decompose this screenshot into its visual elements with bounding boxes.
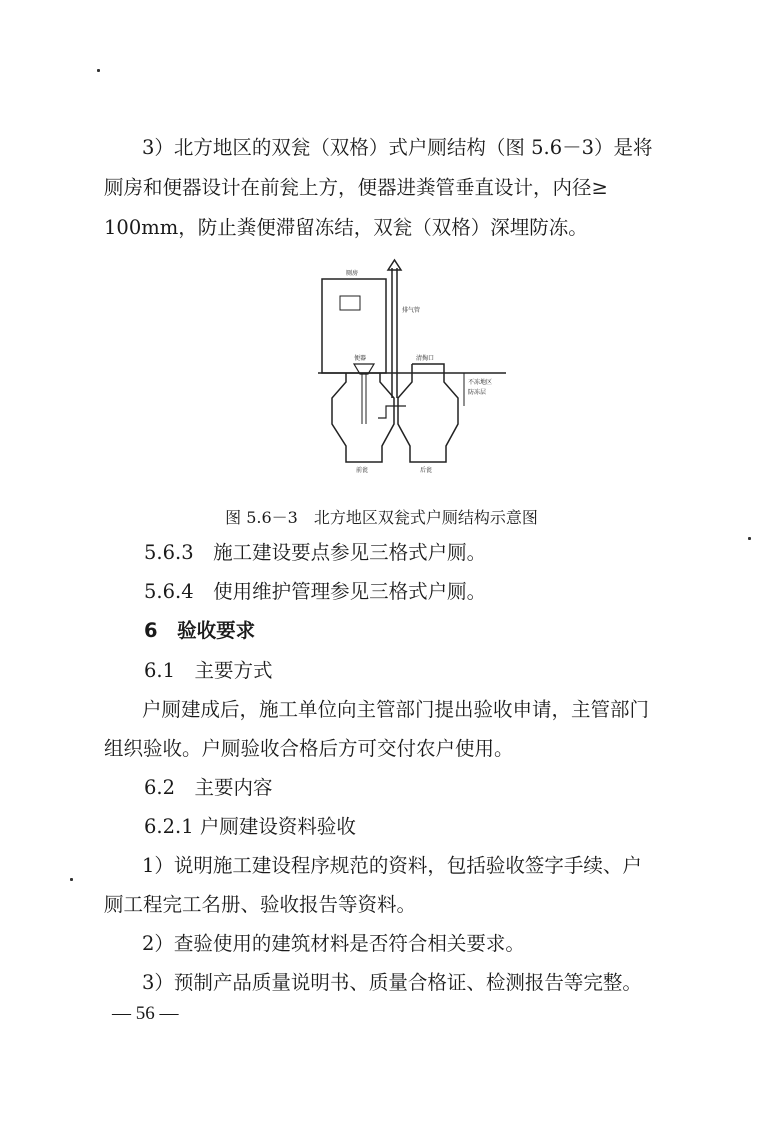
label-rear-tank: 后瓮 [420,467,433,474]
section-6-2: 6.2 主要内容 [144,776,273,799]
figure-caption: 图 5.6－3 北方地区双瓮式户厕结构示意图 [225,508,538,527]
label-outlet: 清掏口 [416,355,435,362]
paragraph-4: 2）查验使用的建筑材料是否符合相关要求。 [142,932,525,955]
paragraph-1-line-1: 3）北方地区的双瓮（双格）式户厕结构（图 5.6－3）是将 [142,136,653,159]
label-frost-2: 防冻层 [468,389,487,396]
house-window [340,296,360,310]
page-number: — 56 — [112,1003,179,1024]
label-house: 厕房 [346,270,359,277]
label-front-tank: 前瓮 [356,467,369,474]
label-frost: 不冻地区 [468,379,493,386]
scan-speck [97,69,100,72]
paragraph-5: 3）预制产品质量说明书、质量合格证、检测报告等完整。 [142,971,642,994]
connecting-pipe [378,406,406,418]
paragraph-1-line-2: 厕房和便器设计在前瓮上方，便器进粪管垂直设计，内径≥ [104,176,608,199]
paragraph-2-line-1: 户厕建成后，施工单位向主管部门提出验收申请，主管部门 [142,698,650,721]
section-5-6-3: 5.6.3 施工建设要点参见三格式户厕。 [144,541,487,564]
section-6-2-1: 6.2.1 户厕建设资料验收 [144,815,356,838]
paragraph-2-line-2: 组织验收。户厕验收合格后方可交付农户使用。 [104,737,514,760]
scan-speck [748,537,751,540]
vent-pipe-top [388,260,401,270]
paragraph-3-line-2: 厕工程完工名册、验收报告等资料。 [104,893,417,916]
scan-speck [70,878,73,881]
rear-tank [398,364,458,462]
paragraph-1-line-3: 100mm，防止粪便滞留冻结，双瓮（双格）深埋防冻。 [104,216,588,239]
section-5-6-4: 5.6.4 使用维护管理参见三格式户厕。 [144,580,487,603]
label-toilet: 便器 [354,355,367,362]
double-vault-toilet-diagram [316,256,516,476]
section-6-1: 6.1 主要方式 [144,659,273,682]
heading-6: 6 验收要求 [144,619,256,642]
paragraph-3-line-1: 1）说明施工建设程序规范的资料，包括验收签字手续、户 [142,854,642,877]
label-vent: 排气管 [402,307,421,314]
